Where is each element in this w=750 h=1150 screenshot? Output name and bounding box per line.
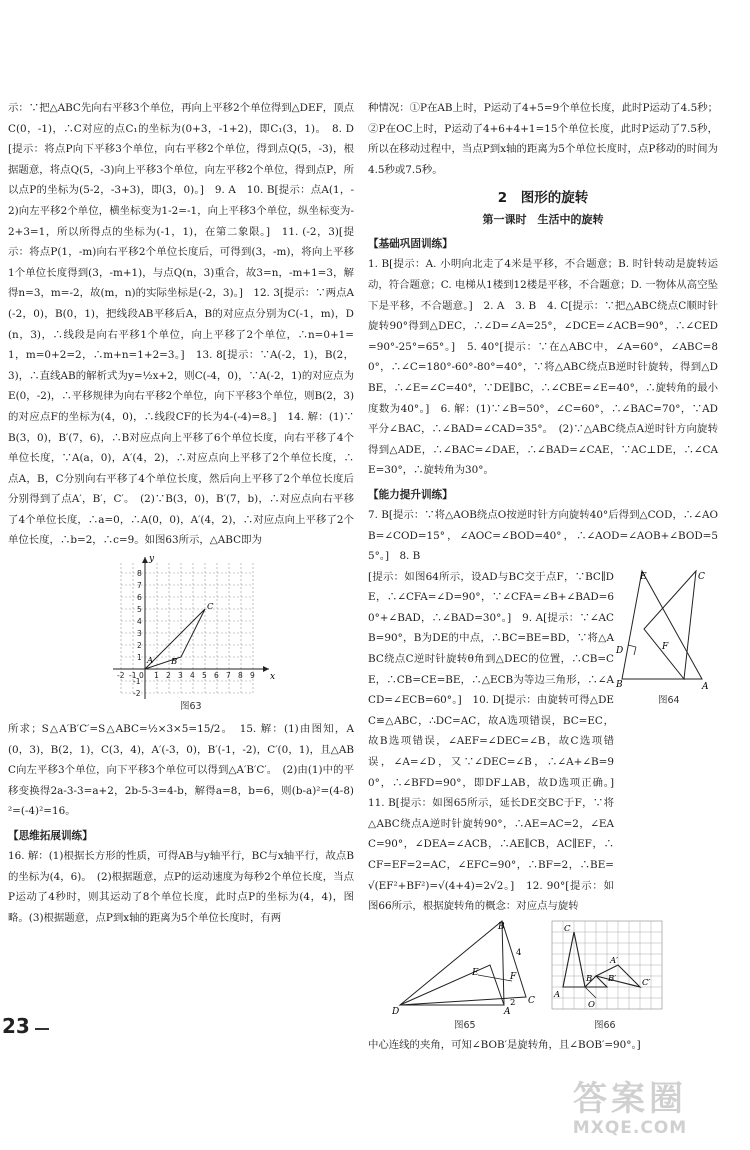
- right-paragraph-1: 1. B[提示：A. 小明向北走了4米是平移，不合题意；B. 时针转动是旋转运动，符合题意；C. 电梯从1楼到12楼是平移，不合题意；D. 一物体从高空坠下是平移，不合题意。] 2. A 3. B 4. C[提示：∵把△ABC绕点C顺时针旋转90°得到△DEC，∴∠D=∠A=25°，∠DCE=∠ACB=90°，∴∠CED=90°-25°=65°。] 5. 40°[提示：∵在△ABC中，∠A=60°，∠ABC=80°，∴∠C=180°-60°-80°=40°，∵将△ABC绕点B逆时针旋转，得到△DBE，∴∠E=∠C=40°，∵DE∥BC，∴∠CBE=∠E=40°，∴旋转角的最小度数为40°。] 6. 解：(1)∵∠B=50°，∠C=60°，∴∠BAC=70°，∵AD平分∠BAC，∴∠BAD=∠CAD=35°。 (2)∵△ABC绕点A逆时针方向旋转得到△ADE，∴∠BAC=∠DAE，∴∠BAD=∠CAE，∵AC⊥DE，∴∠CAE=30°，∴旋转角为30°。: [368, 258, 718, 477]
- fig63-ytick: 4: [137, 617, 142, 627]
- fig63-y-label: y: [149, 554, 155, 565]
- left-column: [8, 98, 354, 928]
- fig66-label: B: [586, 973, 593, 984]
- fig64-wrap: [368, 567, 718, 917]
- fig66-label: B′: [608, 973, 617, 984]
- figure-63-grid-chart: [103, 551, 283, 701]
- fig66-label: C: [564, 923, 571, 934]
- fig64-label: A: [702, 681, 709, 691]
- fig63-ytick: 3: [137, 629, 142, 639]
- watermark-url: MXQE.COM: [572, 1118, 688, 1138]
- fig65-len-4: 4: [516, 947, 522, 958]
- fig65-label: F: [510, 971, 517, 982]
- right-column: [368, 98, 718, 1055]
- fig63-xtick: 6: [214, 671, 219, 681]
- figure-65-diagram: [392, 919, 542, 1015]
- figure-66-caption: 图66: [594, 1019, 616, 1031]
- right-paragraph-2a: 7. B[提示：∵将△AOB绕点O按逆时针方向旋转40°后得到△COD，∴∠AOB=∠COD=15°，∠AOC=∠BOD=40°，∴∠AOD=∠AOB+∠BOD=55°。] 8. B: [368, 508, 718, 563]
- fig65-len-2: 2: [510, 997, 516, 1008]
- section-heading-basic: 【基础巩固训练】: [368, 238, 453, 251]
- fig64-label: D: [616, 645, 624, 656]
- fig63-ytick: 8: [137, 569, 142, 579]
- fig63-ytick: 5: [137, 605, 142, 615]
- left-paragraph-2: 所求；S△A′B′C′=S△ABC=½×3×5=15/2。 15. 解：(1)由图知，A(0，3)，B(2，1)，C(3，4)，A′(-3，0)，B′(-1，-2)，C′(0，1)，且△ABC向左平移3个单位，向下平移3个单位可以得到△A′B′C′。 (2)由(1)中的平移变换得2a-3-3=a+2，2b-5-3=4-b，解得a=8，b=6，则(b-a)²=(4-8)²=(-4)²=16。: [8, 723, 354, 818]
- figure-64-block: [614, 567, 718, 707]
- left-paragraph-3: 16. 解：(1)根据长方形的性质，可得AB与y轴平行，BC与x轴平行，故点B的坐标为(4，6)。 (2)根据题意，点P的运动速度为每秒2个单位长度，当点P运动了4秒时，则其运动了8个单位长度，此时点P的坐标为(4，4)，图略。(3)根据题意，点P到x轴的距离为5个单位长度时，有两: [8, 850, 354, 924]
- right-paragraph-2b: [提示：如图64所示，设AD与BC交于点F，∵BC∥DE，∴∠CFA=∠D=90°，∵∠CFA=∠B+∠BAD=60°+∠BAD，∴∠BAD=30°。] 9. A[提示：∵∠ACB=90°，B为DE的中点，∴BC=BE=BD，∵将△ABC绕点C逆时针旋转θ角到△DEC的位置，∴CB=CE，∴CB=CE=BE，∴△ECB为等边三角形，∴∠ACD=∠ECB=60°。] 10. D[提示：由旋转可得△DEC≌△ABC，∴DC=AC，故A选项错误，BC=EC，故B选项错误，∠AEF=∠DEC=∠B，故C选项错误，∠A=∠D，又∵∠DEC=∠B，∴∠A+∠B=90°，∴∠BFD=90°，即DF⊥AB，故D选项正确。] 11. B[提示：如图65所示，延长DE交BC于F，∵将△ABC绕点A逆时针旋转90°，∴AE=AC=2，∠EAC=90°，∠DEA=∠ACB，∴AE∥CB，AC∥EF，∴CF=EF=2=AC，∠EFC=90°，∴BF=2，∴BE=√(EF²+BF²)=√(4+4)=2√2。] 12. 90°[提示：如图66所示，根据旋转角的概念：对应点与旋转: [368, 570, 625, 913]
- fig63-xtick: 5: [202, 671, 207, 681]
- fig65-label: C: [528, 995, 535, 1006]
- fig64-label: E: [640, 571, 647, 582]
- fig64-label: B: [616, 679, 623, 690]
- left-paragraph-1: 示：∵把△ABC先向右平移3个单位，再向上平移2个单位得到△DEF，顶点C(0，-1)，∴C对应的点C₁的坐标为(0+3，-1+2)，即C₁(3，1)。 8. D[提示：将点P向下平移3个单位，向右平移2个单位，得到点Q(5，-3)，根据题意，将点Q(5，-3)向上平移3个单位，向左平移2个单位，得到点P，所以点P的坐标为(5-2，-3+3)，即(3，0)。] 9. A 10. B[提示：点A(1，-2)向左平移2个单位，横坐标变为1-2=-1，向上平移3个单位，纵坐标变为-2+3=1，所以所得点的坐标为(-1，1)，在第二象限。] 11. (-2，3)[提示：将点P(1，-m)向右平移2个单位长度后，可得到(3，-m)，将向上平移1个单位长度得到(3，-m+1)，与点Q(n，3)重合，故3=n，-m+1=3，解得n=3，m=-2，故(m，n)的实际坐标是(-2，3)。] 12. 3[提示：∵两点A(-2，0)，B(0，1)，把线段AB平移后A，B的对应点分别为C(-1，m)，D(n，3)，∴线段是向右平移1个单位，向上平移了2个单位，∴n=0+1=1，m=0+2=2，∴m+n=1+2=3。] 13. 8[提示：∵A(-2，1)，B(2，3)，∴直线AB的解析式为y=½x+2，则C(-4，0)，∵A(-2，1)的对应点为E(0，-2)，∴平移规律为向右平移2个单位，向下平移3个单位，则B(2，3)的对应点F的坐标为(4，0)，∴线段CF的长为4-(-4)=8。] 14. 解：(1)∵B(3，0)，B′(7，6)，∴B对应点向上平移了6个单位长度，向右平移了4个单位长度，∵A(a，0)，A′(4，2)，∴对应点向上平移了2个单位长度，∴点A，B，C分别向右平移了4个单位长度，然后向上平移了2个单位长度后分别得到了点A′，B′，C′。 (2)∵B(3，0)，B′(7，b)，∴对应点向右平移了4个单位长度，∴a=0，∴A(0，0)，A′(4，2)，∴对应点向上平移了2个单位长度，∴b=2，∴c=9。如图63所示，△ABC即为: [8, 102, 354, 547]
- figure-65-caption: 图65: [454, 1019, 476, 1031]
- fig64-label: F: [662, 641, 669, 652]
- watermark-logo: [530, 1080, 730, 1140]
- right-paragraph-3: 中心连线的夹角，可知∠BOB′是旋转角，且∠BOB′=90°。]: [368, 1038, 641, 1051]
- figure-63-caption: 图63: [180, 701, 202, 713]
- fig66-label: A: [554, 989, 561, 1000]
- fig63-ytick: 6: [137, 593, 142, 603]
- fig63-xtick: 8: [238, 671, 243, 681]
- right-paragraph-0: 种情况：①P在AB上时，P运动了4+5=9个单位长度，此时P运动了4.5秒；②P在OC上时，P运动了4+6+4+1=15个单位长度，此时P运动了7.5秒，所以在移动过程中，当点P到x轴的距离为5个单位长度时，点P移动的时间为4.5秒或7.5秒。: [368, 102, 718, 176]
- page-number: 23: [2, 1014, 30, 1038]
- fig63-ytick-neg: -2: [133, 689, 141, 699]
- section-heading-ability: 【能力提升训练】: [368, 488, 453, 501]
- lesson-title: 第一课时 生活中的旋转: [482, 213, 604, 227]
- figure-66-diagram: [550, 919, 670, 1015]
- page-number-rule: [35, 1028, 49, 1030]
- fig65-label: E: [472, 967, 479, 978]
- fig63-xtick: 1: [154, 671, 159, 681]
- fig63-xtick: 2: [166, 671, 171, 681]
- fig63-ytick: 2: [137, 641, 142, 651]
- fig63-point-C: C: [207, 602, 214, 613]
- fig63-xtick: -2: [117, 671, 125, 681]
- fig66-label: A′: [610, 955, 619, 966]
- fig63-ytick: 1: [137, 653, 142, 663]
- fig63-ytick-neg: -1: [133, 677, 141, 687]
- fig63-point-B: B: [171, 657, 178, 668]
- fig63-ytick: 7: [137, 581, 142, 591]
- fig63-xtick: 3: [178, 671, 183, 681]
- chapter-title: 2 图形的旋转: [497, 190, 589, 207]
- fig65-label: A: [504, 1006, 511, 1015]
- fig66-label: C′: [642, 977, 651, 988]
- fig63-point-A: A: [147, 656, 154, 667]
- figure-64-diagram: [614, 567, 718, 691]
- fig64-label: C: [698, 571, 705, 582]
- fig63-xtick: 0: [139, 671, 144, 681]
- fig63-xtick: -1: [129, 671, 137, 681]
- fig63-xtick: 7: [226, 671, 231, 681]
- fig65-label: D: [392, 1006, 400, 1015]
- figures-65-66-block: [368, 917, 718, 1035]
- fig66-label: O: [588, 999, 595, 1010]
- section-heading-thinking: 【思维拓展训练】: [8, 830, 93, 843]
- fig63-x-label: x: [270, 672, 276, 683]
- fig65-label: B: [498, 921, 505, 932]
- fig63-xtick: 9: [250, 671, 255, 681]
- figure-63-block: [8, 551, 354, 719]
- figure-64-caption: 图64: [658, 694, 680, 706]
- fig63-xtick: 4: [190, 671, 195, 681]
- watermark-text: 答案圈: [573, 1079, 687, 1119]
